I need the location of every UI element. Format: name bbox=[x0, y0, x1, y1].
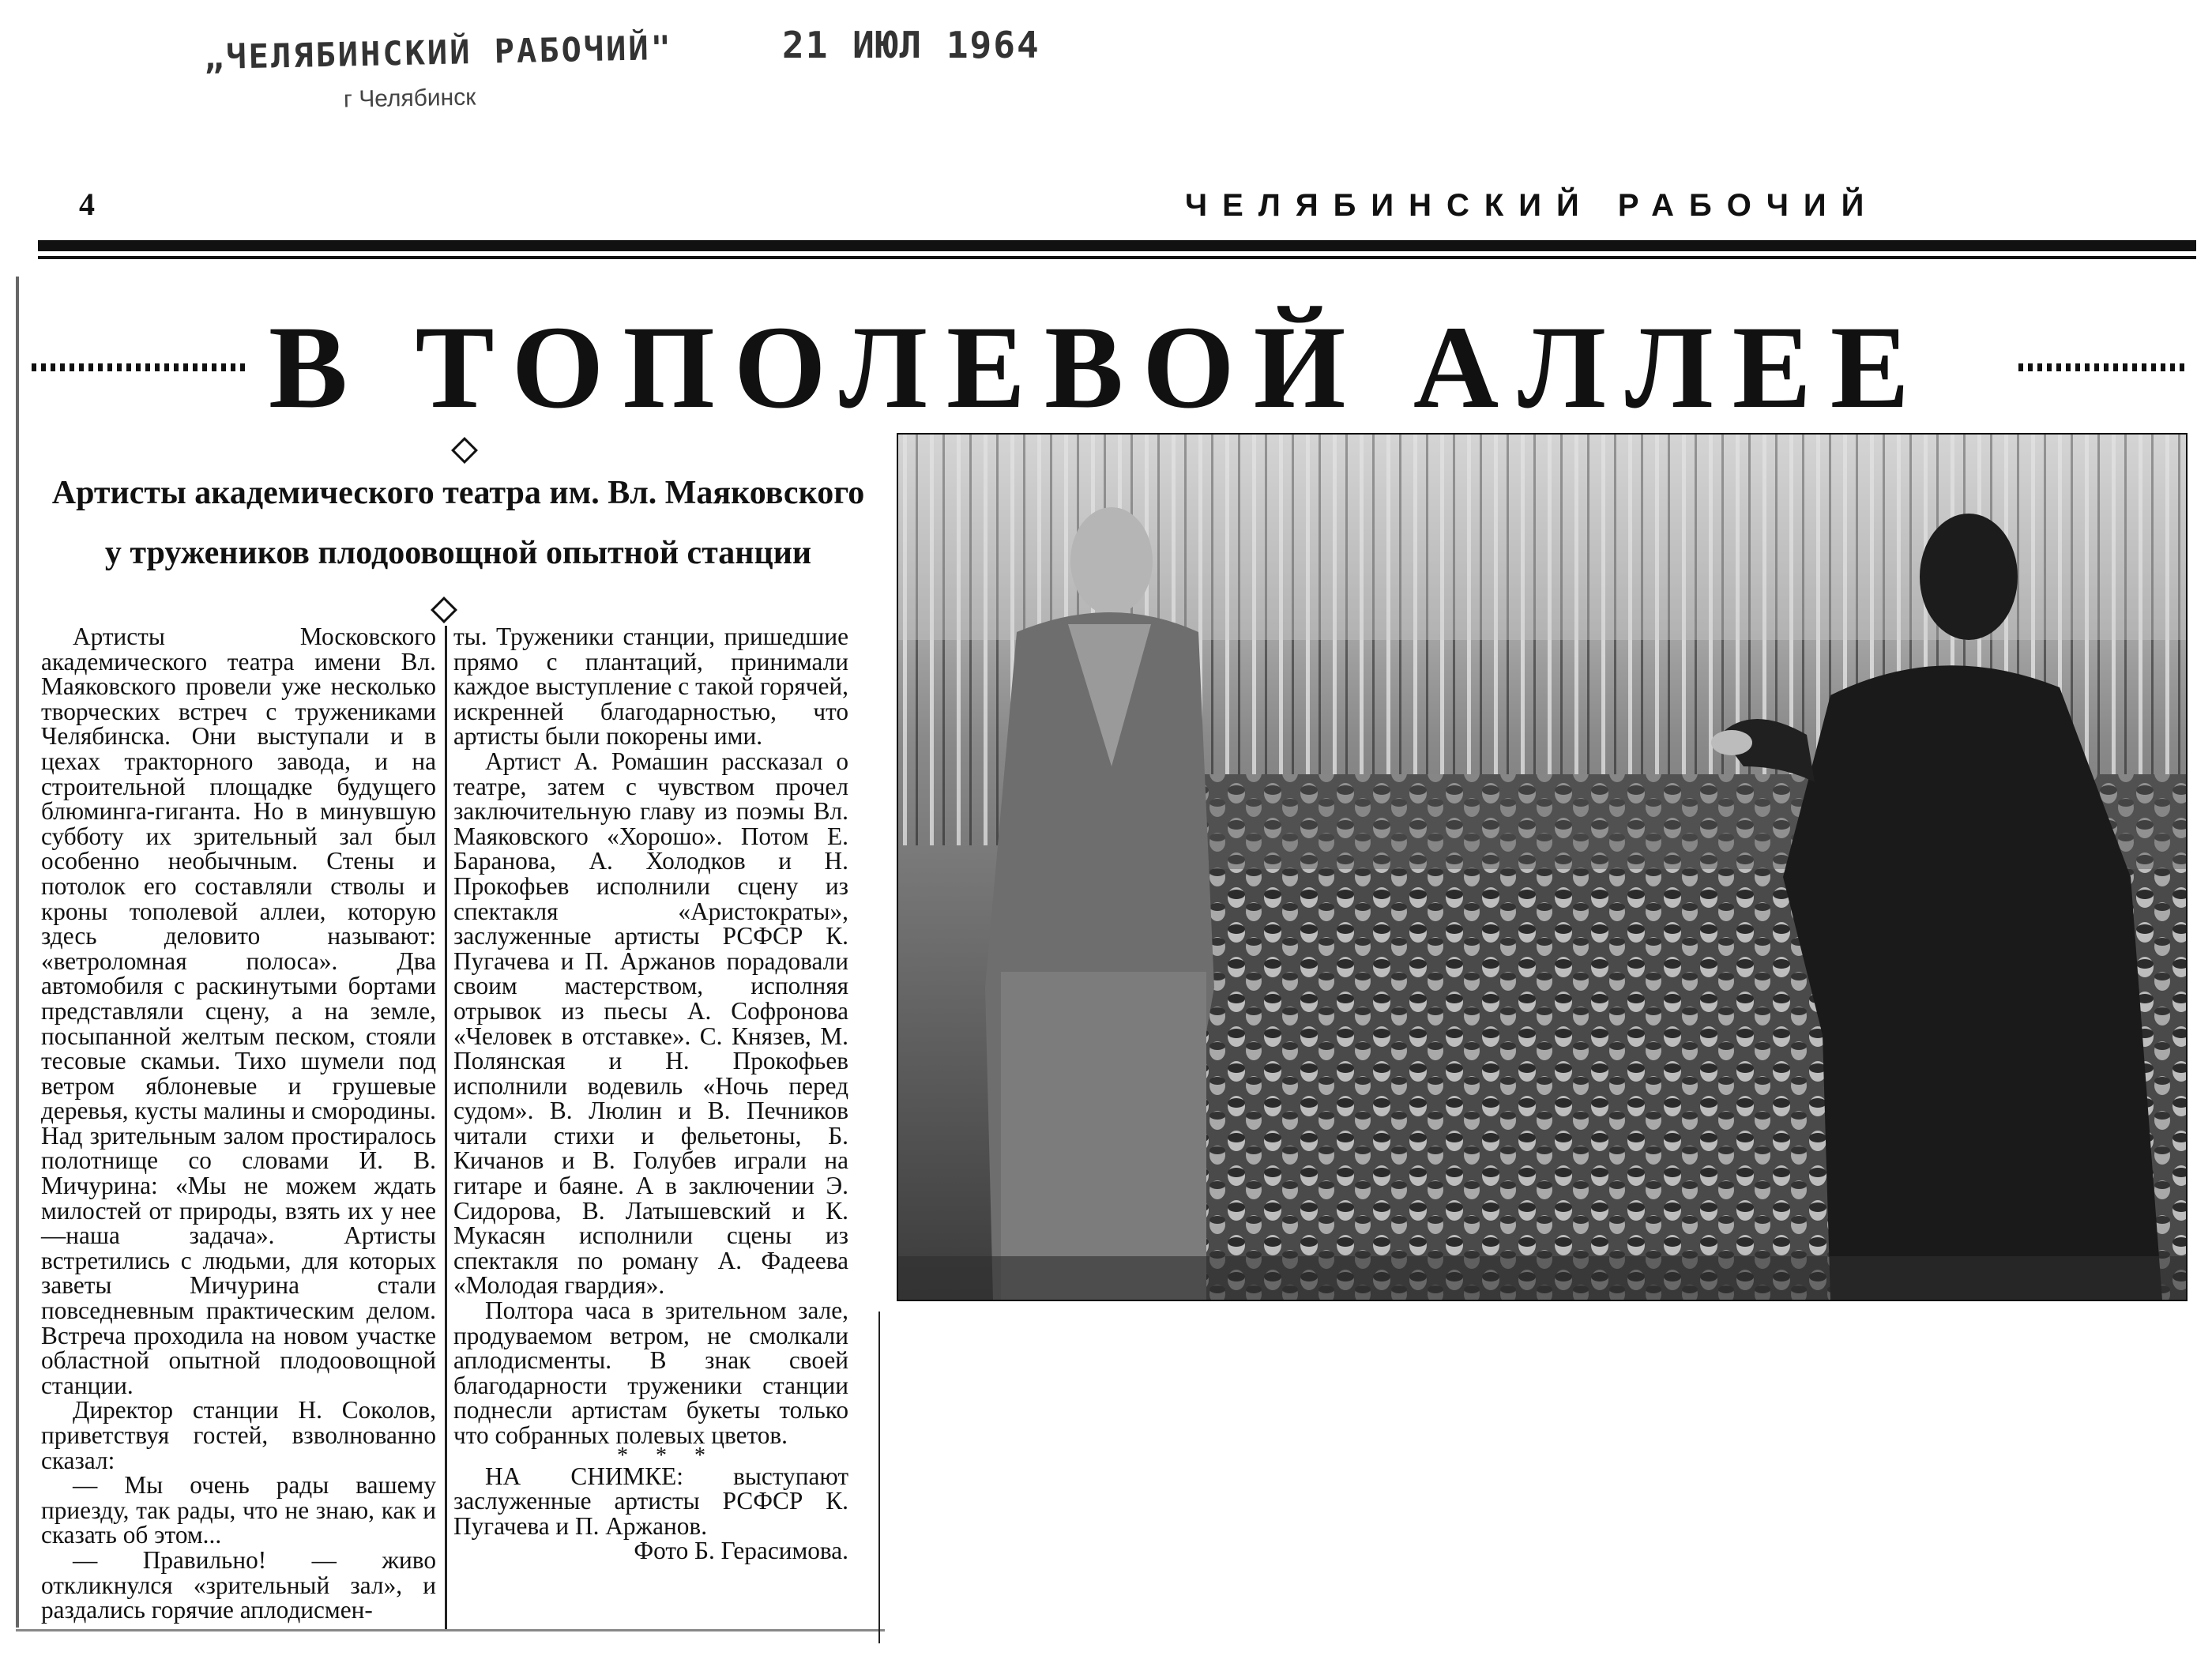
headline-ornament-right bbox=[2018, 363, 2184, 371]
photo-image bbox=[898, 435, 2186, 1300]
page-number: 4 bbox=[79, 186, 95, 222]
section-separator-stars: * * * bbox=[617, 1443, 717, 1468]
header-rule-thin bbox=[38, 256, 2196, 259]
ornament-diamond bbox=[451, 437, 478, 464]
article-column-1 bbox=[41, 624, 436, 1623]
article-subhead-line1: Артисты академического театра им. Вл. Маяковского bbox=[51, 475, 865, 511]
article-paragraph: — Правильно! — живо откликнулся «зрительный зал», и раздались горячие аплодисмен- bbox=[41, 1545, 436, 1624]
headline-ornament-left bbox=[32, 363, 245, 371]
article-paragraph: Директор станции Н. Соколов, приветствуя гостей, взволнованно сказал: bbox=[41, 1396, 436, 1474]
article-headline: В ТОПОЛЕВОЙ АЛЛЕЕ bbox=[269, 302, 1928, 433]
archive-stamp-date: 21 ИЮЛ 1964 bbox=[782, 24, 1040, 66]
clipping-edge-left bbox=[16, 277, 19, 1628]
column-divider bbox=[445, 626, 447, 1629]
article-paragraph: Артист А. Ромашин рассказал о театре, затем с чувством прочел заключительную главу из поэмы Вл. Маяковского «Хорошо». Потом Е. Баранова, А. Холодков и Н. Прокофьев исполнили сцену из спектакля «Аристократы», заслуженные артисты РСФСР К. Пугачева и П. Аржанов порадовали своим мастерством, исполняя отрывок из пьесы А. Софронова «Человек в отставке». С. Князев, М. Полянская и Н. Прокофьев исполнили водевиль «Ночь перед судом». В. Люлин и В. Печников читали стихи и фельетоны, Б. Кичанов и В. Голубев играли на гитаре и баяне. А в заключении Э. Сидорова, В. Латышевский и К. Мукасян исполнили сцены из спектакля по роману А. Фадеева «Молодая гвардия». bbox=[453, 747, 848, 1300]
outdoor-performance-photo bbox=[897, 433, 2188, 1301]
article-column-2 bbox=[453, 624, 848, 1564]
clipping-edge-bottom bbox=[16, 1629, 885, 1631]
archive-stamp-city: г Челябинск bbox=[343, 84, 476, 113]
header-rule bbox=[38, 240, 2196, 251]
archive-stamp-paper-name: „ЧЕЛЯБИНСКИЙ РАБОЧИЙ" bbox=[203, 28, 674, 77]
article-subhead-line2: у тружеников плодоовощной опытной станции bbox=[104, 535, 812, 571]
ornament-diamond bbox=[431, 597, 457, 623]
article-paragraph: — Мы очень рады вашему приезду, так рады, что не знаю, как и сказать об этом... bbox=[41, 1471, 436, 1549]
article-paragraph: Артисты Московского академического театра имени Вл. Маяковского провели уже несколько творческих встреч с тружениками Челябинска. Они выступали и в цехах тракторного завода, и на строительной площадке будущего блюминга-гиганта. Но в минувшую субботу их зрительный зал был особенно необычным. Стены и потолок его составляли стволы и кроны тополевой аллеи, которую здесь деловито называют: «ветроломная полоса». Два автомобиля с раскинутыми бортами представляли сцену, а на земле, посыпанной желтым песком, стояли тесовые скамьи. Тихо шумели под ветром яблоневые и грушевые деревья, кусты малины и смородины. Над зрительным залом простиралось полотнище со словами И. В. Мичурина: «Мы не можем ждать милостей от природы, взять их у нее—наша задача». Артисты встретились с людьми, для которых заветы Мичурина стали повседневным практическим делом. Встреча проходила на новом участке областной опытной плодоовощной станции. bbox=[41, 623, 436, 1399]
article-paragraph: Полтора часа в зрительном зале, продуваемом ветром, не смолкали аплодисменты. В знак своей благодарности труженики станции поднесли артистам букеты только что собранных полевых цветов. bbox=[453, 1297, 848, 1449]
newspaper-masthead: ЧЕЛЯБИНСКИЙ РАБОЧИЙ bbox=[1185, 188, 1879, 223]
article-paragraph: ты. Труженики станции, пришедшие прямо с плантаций, принимали каждое выступление с такой горячей, искренней благодарностью, что артисты были покорены ими. bbox=[453, 623, 848, 751]
column-rule-right bbox=[878, 1312, 880, 1643]
photo-credit: Фото Б. Герасимова. bbox=[634, 1537, 848, 1565]
photo-caption: НА СНИМКЕ: выступают заслуженные артисты РСФСР К. Пугачева и П. Аржанов. bbox=[453, 1462, 848, 1540]
